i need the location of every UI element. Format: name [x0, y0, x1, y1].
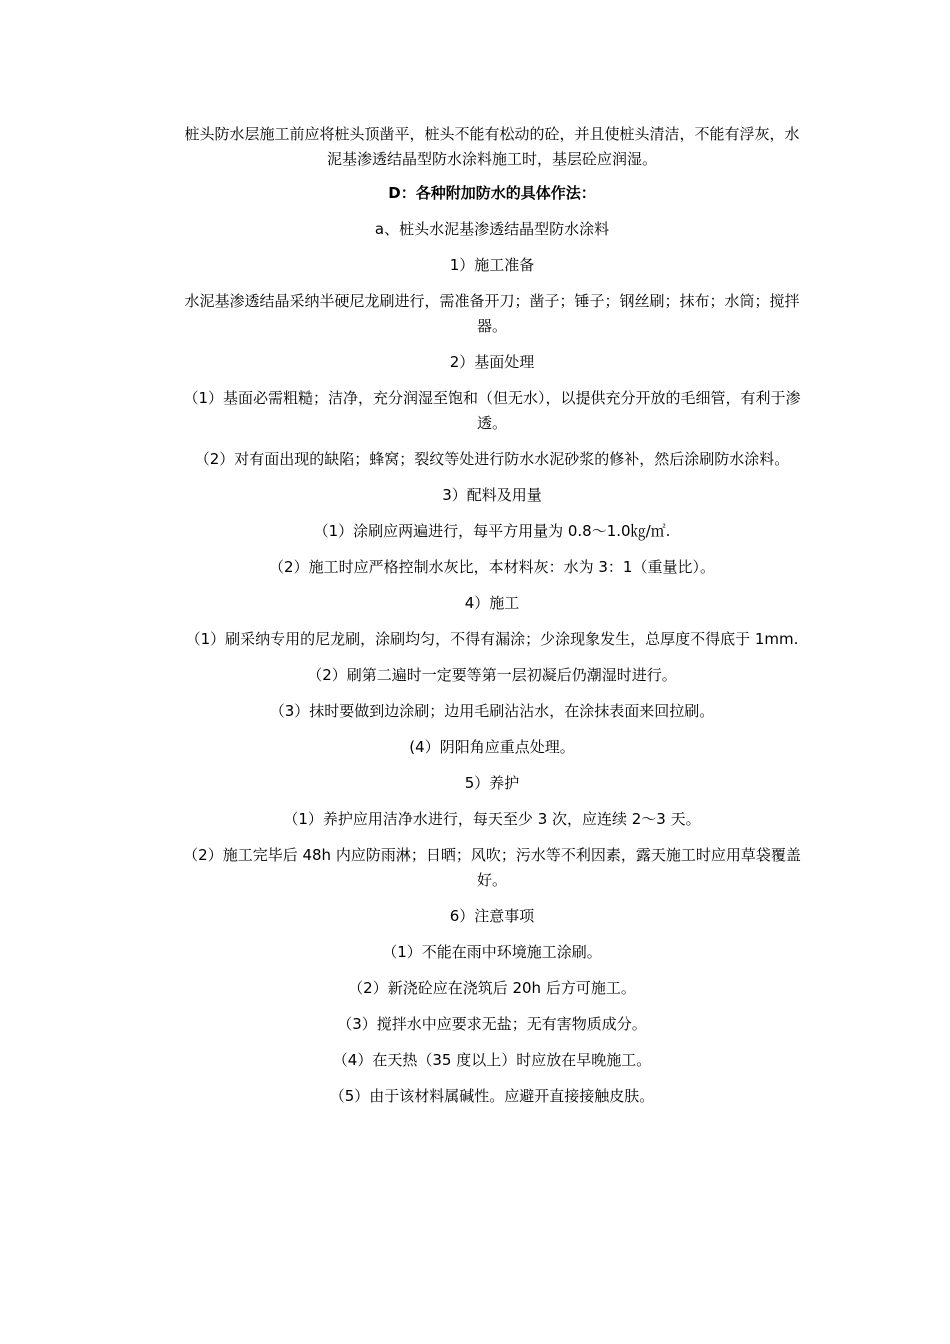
precaution-item-2: （2）新浇砼应在浇筑后 20h 后方可施工。: [348, 979, 636, 997]
precaution-item-3: （3）搅拌水中应要求无盐；无有害物质成分。: [337, 1015, 647, 1033]
precaution-item-5: （5）由于该材料属碱性。应避开直接接触皮肤。: [329, 1087, 655, 1105]
application-item-1: （1）刷采纳专用的尼龙刷，涂刷均匀，不得有漏涂；少涂现象发生，总厚度不得底于 1mm.: [185, 630, 799, 648]
section-heading-d: D：各种附加防水的具体作法：: [388, 184, 596, 202]
application-item-4: (4）阴阳角应重点处理。: [409, 738, 575, 756]
document-page: [178, 122, 806, 1120]
step-heading-application: 4）施工: [464, 594, 520, 612]
application-item-3: （3）抹时要做到边涂刷；边用毛刷沾沾水，在涂抹表面来回拉刷。: [269, 702, 715, 720]
step-heading-curing: 5）养护: [464, 774, 520, 792]
intro-paragraph: 桩头防水层施工前应将桩头顶凿平，桩头不能有松动的砼，并且使桩头清洁，不能有浮灰，水泥基渗透结晶型防水涂料施工时，基层砼应润湿。: [184, 125, 800, 168]
step-heading-mixing: 3）配料及用量: [442, 486, 542, 504]
preparation-paragraph: 水泥基渗透结晶采纳半硬尼龙刷进行，需准备开刀；凿子；锤子；钢丝刷；抹布；水筒；搅拌器。: [184, 292, 800, 335]
step-heading-precautions: 6）注意事项: [449, 907, 535, 925]
mixing-item-2: （2）施工时应严格控制水灰比，本材料灰：水为 3：1（重量比）。: [269, 558, 715, 576]
step-heading-preparation: 1）施工准备: [449, 256, 535, 274]
curing-item-1: （1）养护应用洁净水进行，每天至少 3 次，应连续 2～3 天。: [283, 810, 701, 828]
precaution-item-1: （1）不能在雨中环境施工涂刷。: [382, 943, 602, 961]
surface-item-2: （2）对有面出现的缺陷；蜂窝；裂纹等处进行防水水泥砂浆的修补，然后涂刷防水涂料。: [194, 450, 790, 468]
precaution-item-4: （4）在天热（35 度以上）时应放在早晚施工。: [332, 1051, 652, 1069]
mixing-item-1: （1）涂刷应两遍进行，每平方用量为 0.8～1.0㎏/㎡.: [313, 522, 671, 540]
subsection-title-a: a、桩头水泥基渗透结晶型防水涂料: [374, 220, 610, 238]
application-item-2: （2）刷第二遍时一定要等第一层初凝后仍潮湿时进行。: [307, 666, 677, 684]
curing-item-2: （2）施工完毕后 48h 内应防雨淋；日晒；风吹；污水等不利因素，露天施工时应用草袋覆盖好。: [183, 846, 801, 889]
step-heading-surface-treatment: 2）基面处理: [449, 353, 535, 371]
surface-item-1: （1）基面必需粗糙；洁净，充分润湿至饱和（但无水），以提供充分开放的毛细管，有利于渗透。: [183, 389, 801, 432]
